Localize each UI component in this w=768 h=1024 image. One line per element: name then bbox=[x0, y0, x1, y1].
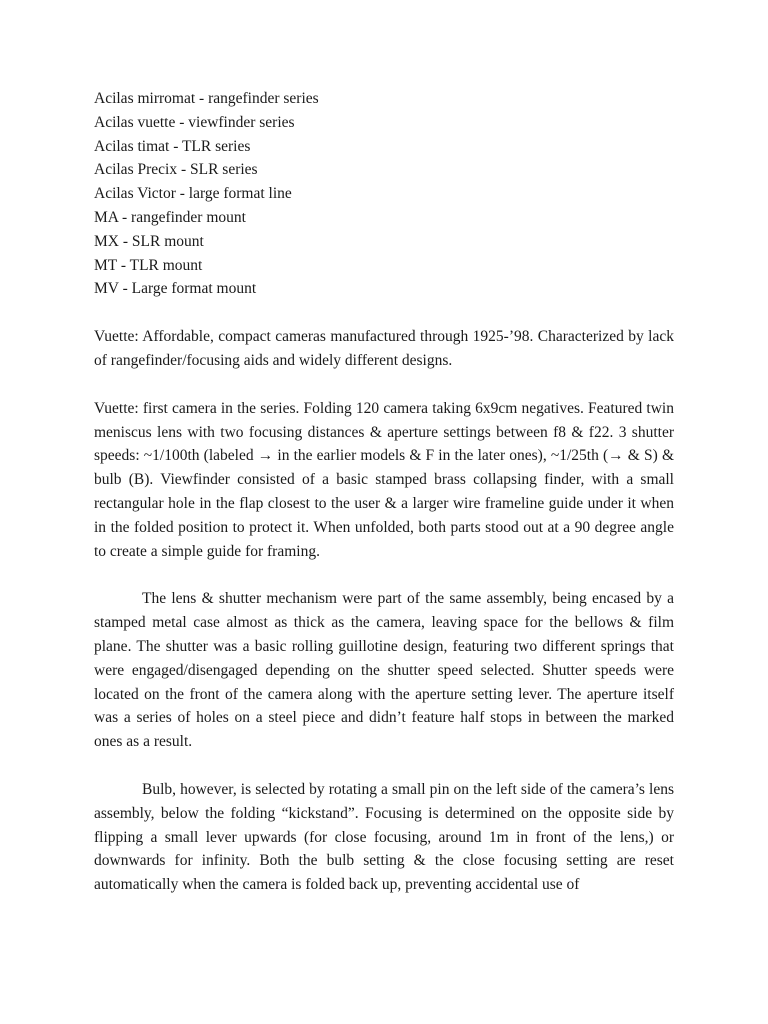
list-item: Acilas Victor - large format line bbox=[94, 185, 292, 203]
paragraph-lens-shutter: The lens & shutter mechanism were part of the same assembly, being encased by a stamped metal case almost as thick as the camera, leaving space for the bellows & film plane. The shutter was a basic rolling guillotine design, featuring two different springs that were engaged/disengaged depending on the shutter speed selected. Shutter speeds were located on the front of the camera along with the aperture setting lever. The aperture itself was a series of holes on a steel piece and didn’t feature half stops in between the marked ones as a result. bbox=[94, 590, 674, 751]
paragraph-vuette-first-camera: Vuette: first camera in the series. Folding 120 camera taking 6x9cm negatives. Featured twin meniscus lens with two focusing distances & aperture settings between f8 & f22. 3 shutter speeds: ~1/100th (labeled → in the earlier models & F in the later ones), ~1/25th (→ & S) & bulb (B). Viewfinder consisted of a basic stamped brass collapsing finder, with a small rectangular hole in the flap closest to the user & a larger wire frameline guide under it when in the folded position to protect it. When unfolded, both parts stood out at a 90 degree angle to create a simple guide for framing. bbox=[94, 399, 674, 560]
list-item: Acilas mirromat - rangefinder series bbox=[94, 90, 319, 107]
list-item: Acilas vuette - viewfinder series bbox=[94, 113, 295, 131]
list-item: MA - rangefinder mount bbox=[94, 208, 246, 226]
list-item: Acilas timat - TLR series bbox=[94, 137, 251, 155]
list-item: MT - TLR mount bbox=[94, 256, 203, 274]
document-page bbox=[94, 87, 674, 897]
list-item: Acilas Precix - SLR series bbox=[94, 161, 258, 179]
paragraph-bulb-focusing: Bulb, however, is selected by rotating a small pin on the left side of the camera’s lens assembly, below the folding “kickstand”. Focusing is determined on the opposite side by flipping a small lever upwards (for close focusing, around 1m in front of the lens,) or downwards for infinity. Both the bulb setting & the close focusing setting are reset automatically when the camera is folded back up, preventing accidental use of bbox=[94, 780, 674, 894]
list-item: MX - SLR mount bbox=[94, 232, 204, 250]
list-item: MV - Large format mount bbox=[94, 280, 257, 298]
paragraph-vuette-overview: Vuette: Affordable, compact cameras manufactured through 1925-’98. Characterized by lack of rangefinder/focusing aids and widely different designs. bbox=[94, 328, 674, 369]
series-list bbox=[94, 87, 674, 301]
